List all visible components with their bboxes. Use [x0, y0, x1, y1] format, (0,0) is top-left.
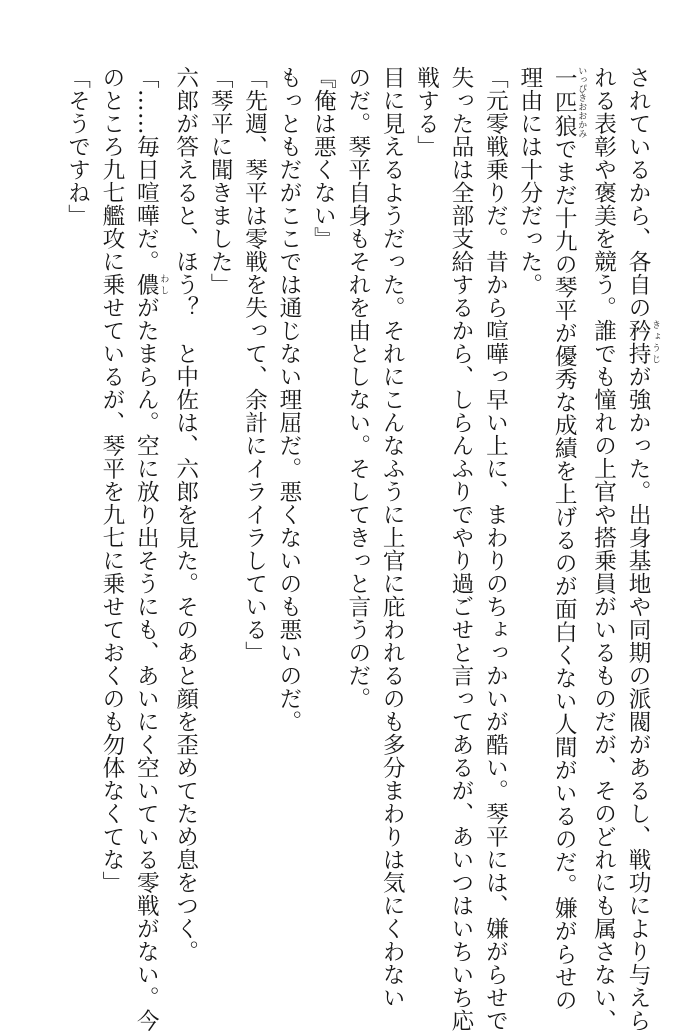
text-line-1: されているから、各自の矜持 きょうじが強かった。出身基地や同期の派閥があるし、戦功により与えら — [625, 66, 660, 1032]
text-line-16: のところ九七艦攻に乗せているが、琴平を九七に乗せておくのも勿体なくてな」 — [98, 66, 125, 894]
text-line-11: もっともだがここでは通じない理屈だ。悪くないのも悪いのだ。 — [275, 66, 302, 733]
vertical-text-body — [40, 66, 660, 1032]
text-line-7: 戦する」 — [413, 66, 440, 158]
text-line-3: 一匹狼 いっぴきおおかみでまだ十九の琴平が優秀な成績を上げるのが面白くない人間がいるのだ。嫌がらせの — [551, 66, 587, 1012]
text-line-4: 理由には十分だった。 — [516, 66, 543, 296]
text-line-5: 「元零戦乗りだ。昔から喧嘩っ早い上に、まわりのちょっかいが酷い。琴平には、嫌がらせで — [482, 66, 509, 1032]
text-line-14: 六郎が答えると、ほう？ と中佐は、六郎を見た。そのあと顔を歪めてため息をつく。 — [172, 66, 199, 963]
text-line-10: 『俺は悪くない』 — [310, 66, 337, 250]
ruby-ippiki-ookami: 一匹狼 いっぴきおおかみ — [551, 66, 587, 138]
text-line-2: れる表彰や褒美を競う。誰でも憧れの上官や搭乗員がいるものだが、そのどれにも属さない、 — [590, 66, 617, 1032]
ruby-washi: 儂 わし — [133, 273, 169, 296]
text-line-13: 「琴平に聞きました」 — [207, 66, 234, 296]
text-line-12: 「先週、琴平は零戦を失って、余計にイライラしている」 — [241, 66, 268, 664]
text-line-8: 目に見えるようだった。それにこんなふうに上官に庇われるのも多分まわりは気にくわない — [379, 66, 406, 1009]
ruby-kyouji: 矜持 きょうじ — [625, 319, 660, 365]
text-line-6: 失った品は全部支給するから、しらんふりでやり過ごせと言ってあるが、あいつはいちいち応 — [447, 66, 474, 1032]
text-line-15: 「……毎日喧嘩だ。儂 わしがたまらん。空に放り出そうにも、あいにく空いている零戦がない。今 — [133, 66, 169, 1032]
text-line-9: のだ。琴平自身もそれを由としない。そしてきっと言うのだ。 — [344, 66, 371, 710]
text-line-17: 「そうですね」 — [64, 66, 91, 227]
